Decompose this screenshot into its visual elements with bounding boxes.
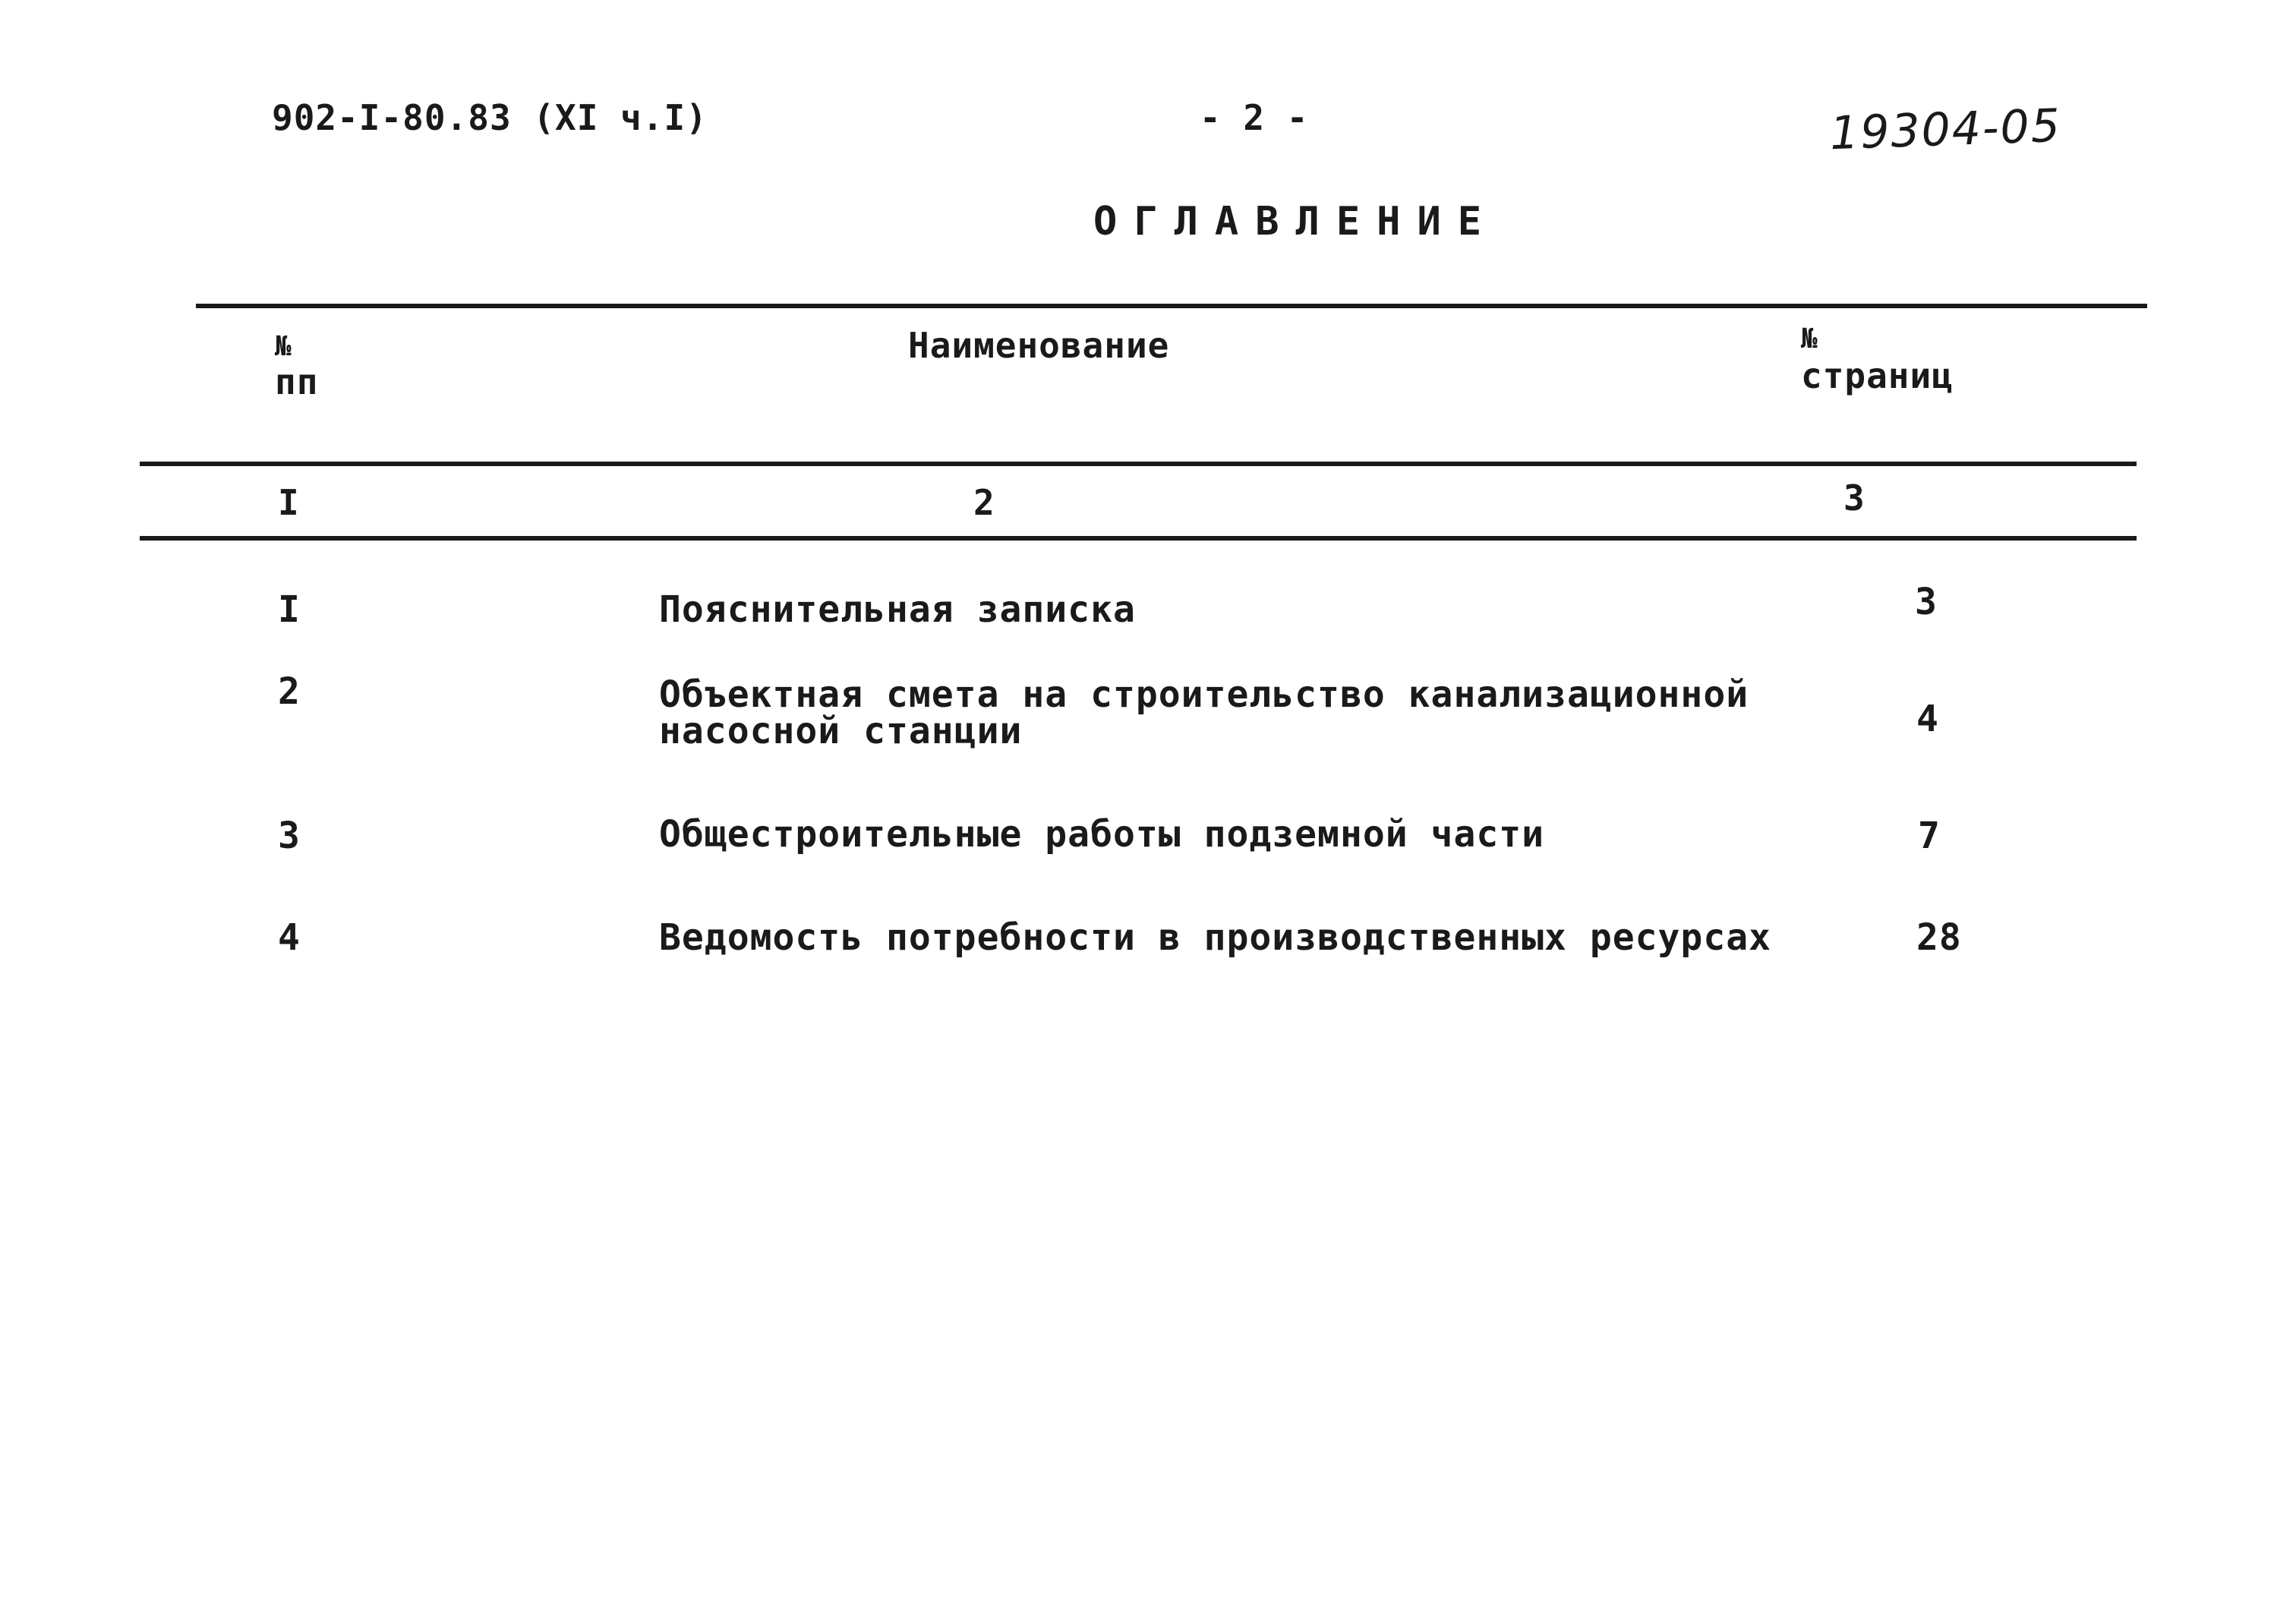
header-num-symbol: № bbox=[275, 331, 292, 362]
table-header-rule bbox=[140, 462, 2137, 466]
table-column-rule bbox=[140, 536, 2137, 541]
header-pages-label: страниц bbox=[1801, 355, 1954, 396]
header-pages-symbol: № bbox=[1801, 323, 1818, 355]
row-number: I bbox=[278, 588, 301, 631]
row-number: 4 bbox=[278, 916, 301, 959]
row-title: Ведомость потребности в производственных ресурсах bbox=[659, 916, 1772, 959]
header-name: Наименование bbox=[908, 325, 1170, 366]
column-number: 2 bbox=[973, 482, 995, 523]
row-page: 3 bbox=[1915, 581, 1938, 623]
row-title: Объектная смета на строительство канализационной bbox=[659, 673, 1749, 716]
table-top-rule bbox=[196, 304, 2147, 308]
page-title: ОГЛАВЛЕНИЕ bbox=[1093, 199, 1499, 244]
document-code: 902-I-80.83 (XI ч.I) bbox=[272, 97, 708, 138]
row-title: Пояснительная записка bbox=[659, 588, 1136, 631]
column-number: 3 bbox=[1843, 478, 1866, 519]
row-title: Общестроительные работы подземной части bbox=[659, 813, 1545, 856]
archive-number: 19304-05 bbox=[1828, 99, 2063, 161]
row-title-continued: насосной станции bbox=[659, 710, 1023, 752]
row-page: 4 bbox=[1916, 698, 1939, 740]
row-page: 7 bbox=[1918, 815, 1941, 857]
row-number: 2 bbox=[278, 670, 301, 713]
row-number: 3 bbox=[278, 815, 301, 857]
column-number: I bbox=[278, 482, 300, 523]
header-num-label: пп bbox=[275, 361, 319, 402]
page-number: - 2 - bbox=[1200, 97, 1309, 138]
row-page: 28 bbox=[1916, 916, 1962, 959]
